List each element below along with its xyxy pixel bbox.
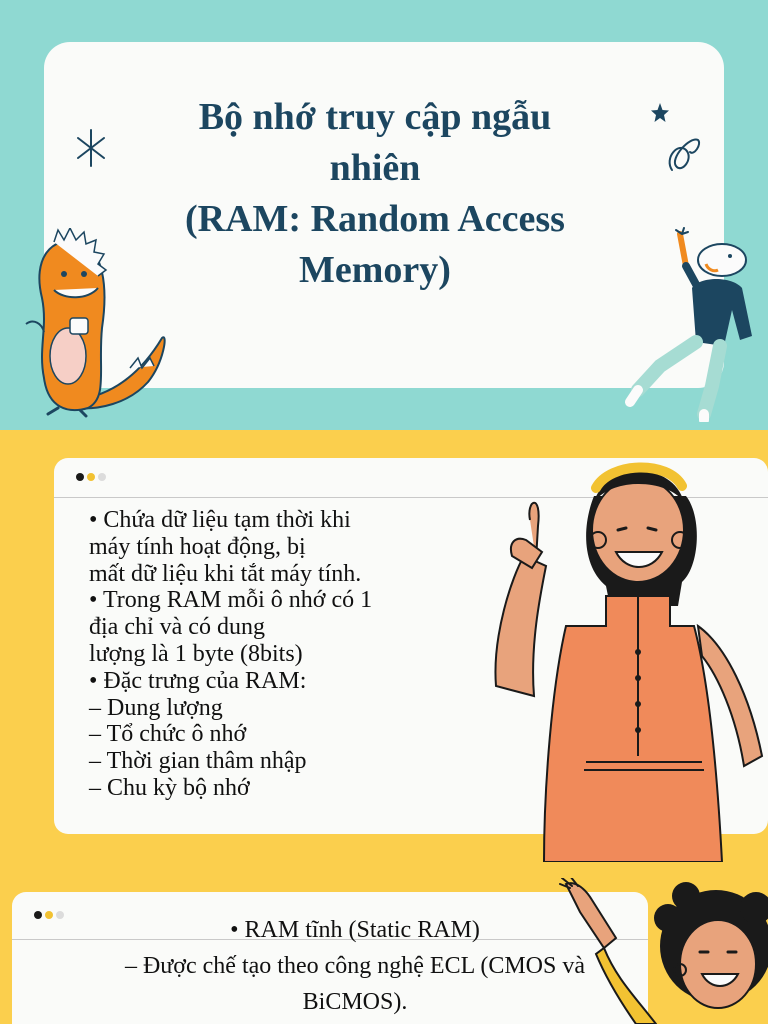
list-item: – Thời gian thâm nhập (89, 748, 307, 775)
text-line: – Được chế tạo theo công nghệ ECL (CMOS và (124, 953, 586, 979)
page-title (120, 92, 630, 296)
title-line: Bộ nhớ truy cập ngẫu (198, 96, 552, 138)
window-dots (76, 473, 106, 481)
woman-pointing-illustration (486, 456, 768, 862)
list-item: lượng là 1 byte (8bits) (89, 640, 303, 667)
list-item: mất dữ liệu khi tắt máy tính. (89, 560, 362, 587)
dot-icon (98, 473, 106, 481)
list-item: • Trong RAM mỗi ô nhớ có 1 (89, 587, 373, 614)
dot-icon (87, 473, 95, 481)
star-icon (650, 102, 670, 124)
ram-bullet-list (89, 507, 489, 802)
list-item: – Tổ chức ô nhớ (89, 721, 247, 748)
squiggle-icon (664, 130, 704, 182)
waving-person-illustration (556, 878, 768, 1024)
list-item: – Dung lượng (89, 694, 223, 721)
dot-icon (76, 473, 84, 481)
list-item: • Chứa dữ liệu tạm thời khi (89, 507, 351, 533)
text-line: BiCMOS). (302, 989, 408, 1015)
dancing-character-illustration (620, 226, 760, 422)
title-line: (RAM: Random Access (185, 198, 565, 240)
title-line: Memory) (299, 249, 451, 291)
list-item: • Đặc trưng của RAM: (89, 667, 307, 694)
list-item: – Chu kỳ bộ nhớ (89, 774, 250, 801)
sparkle-icon (74, 128, 108, 168)
list-item: địa chỉ và có dung (89, 614, 265, 641)
text-line: • RAM tĩnh (Static RAM) (230, 917, 480, 943)
title-line: nhiên (329, 147, 421, 189)
list-item: máy tính hoạt động, bị (89, 533, 306, 560)
